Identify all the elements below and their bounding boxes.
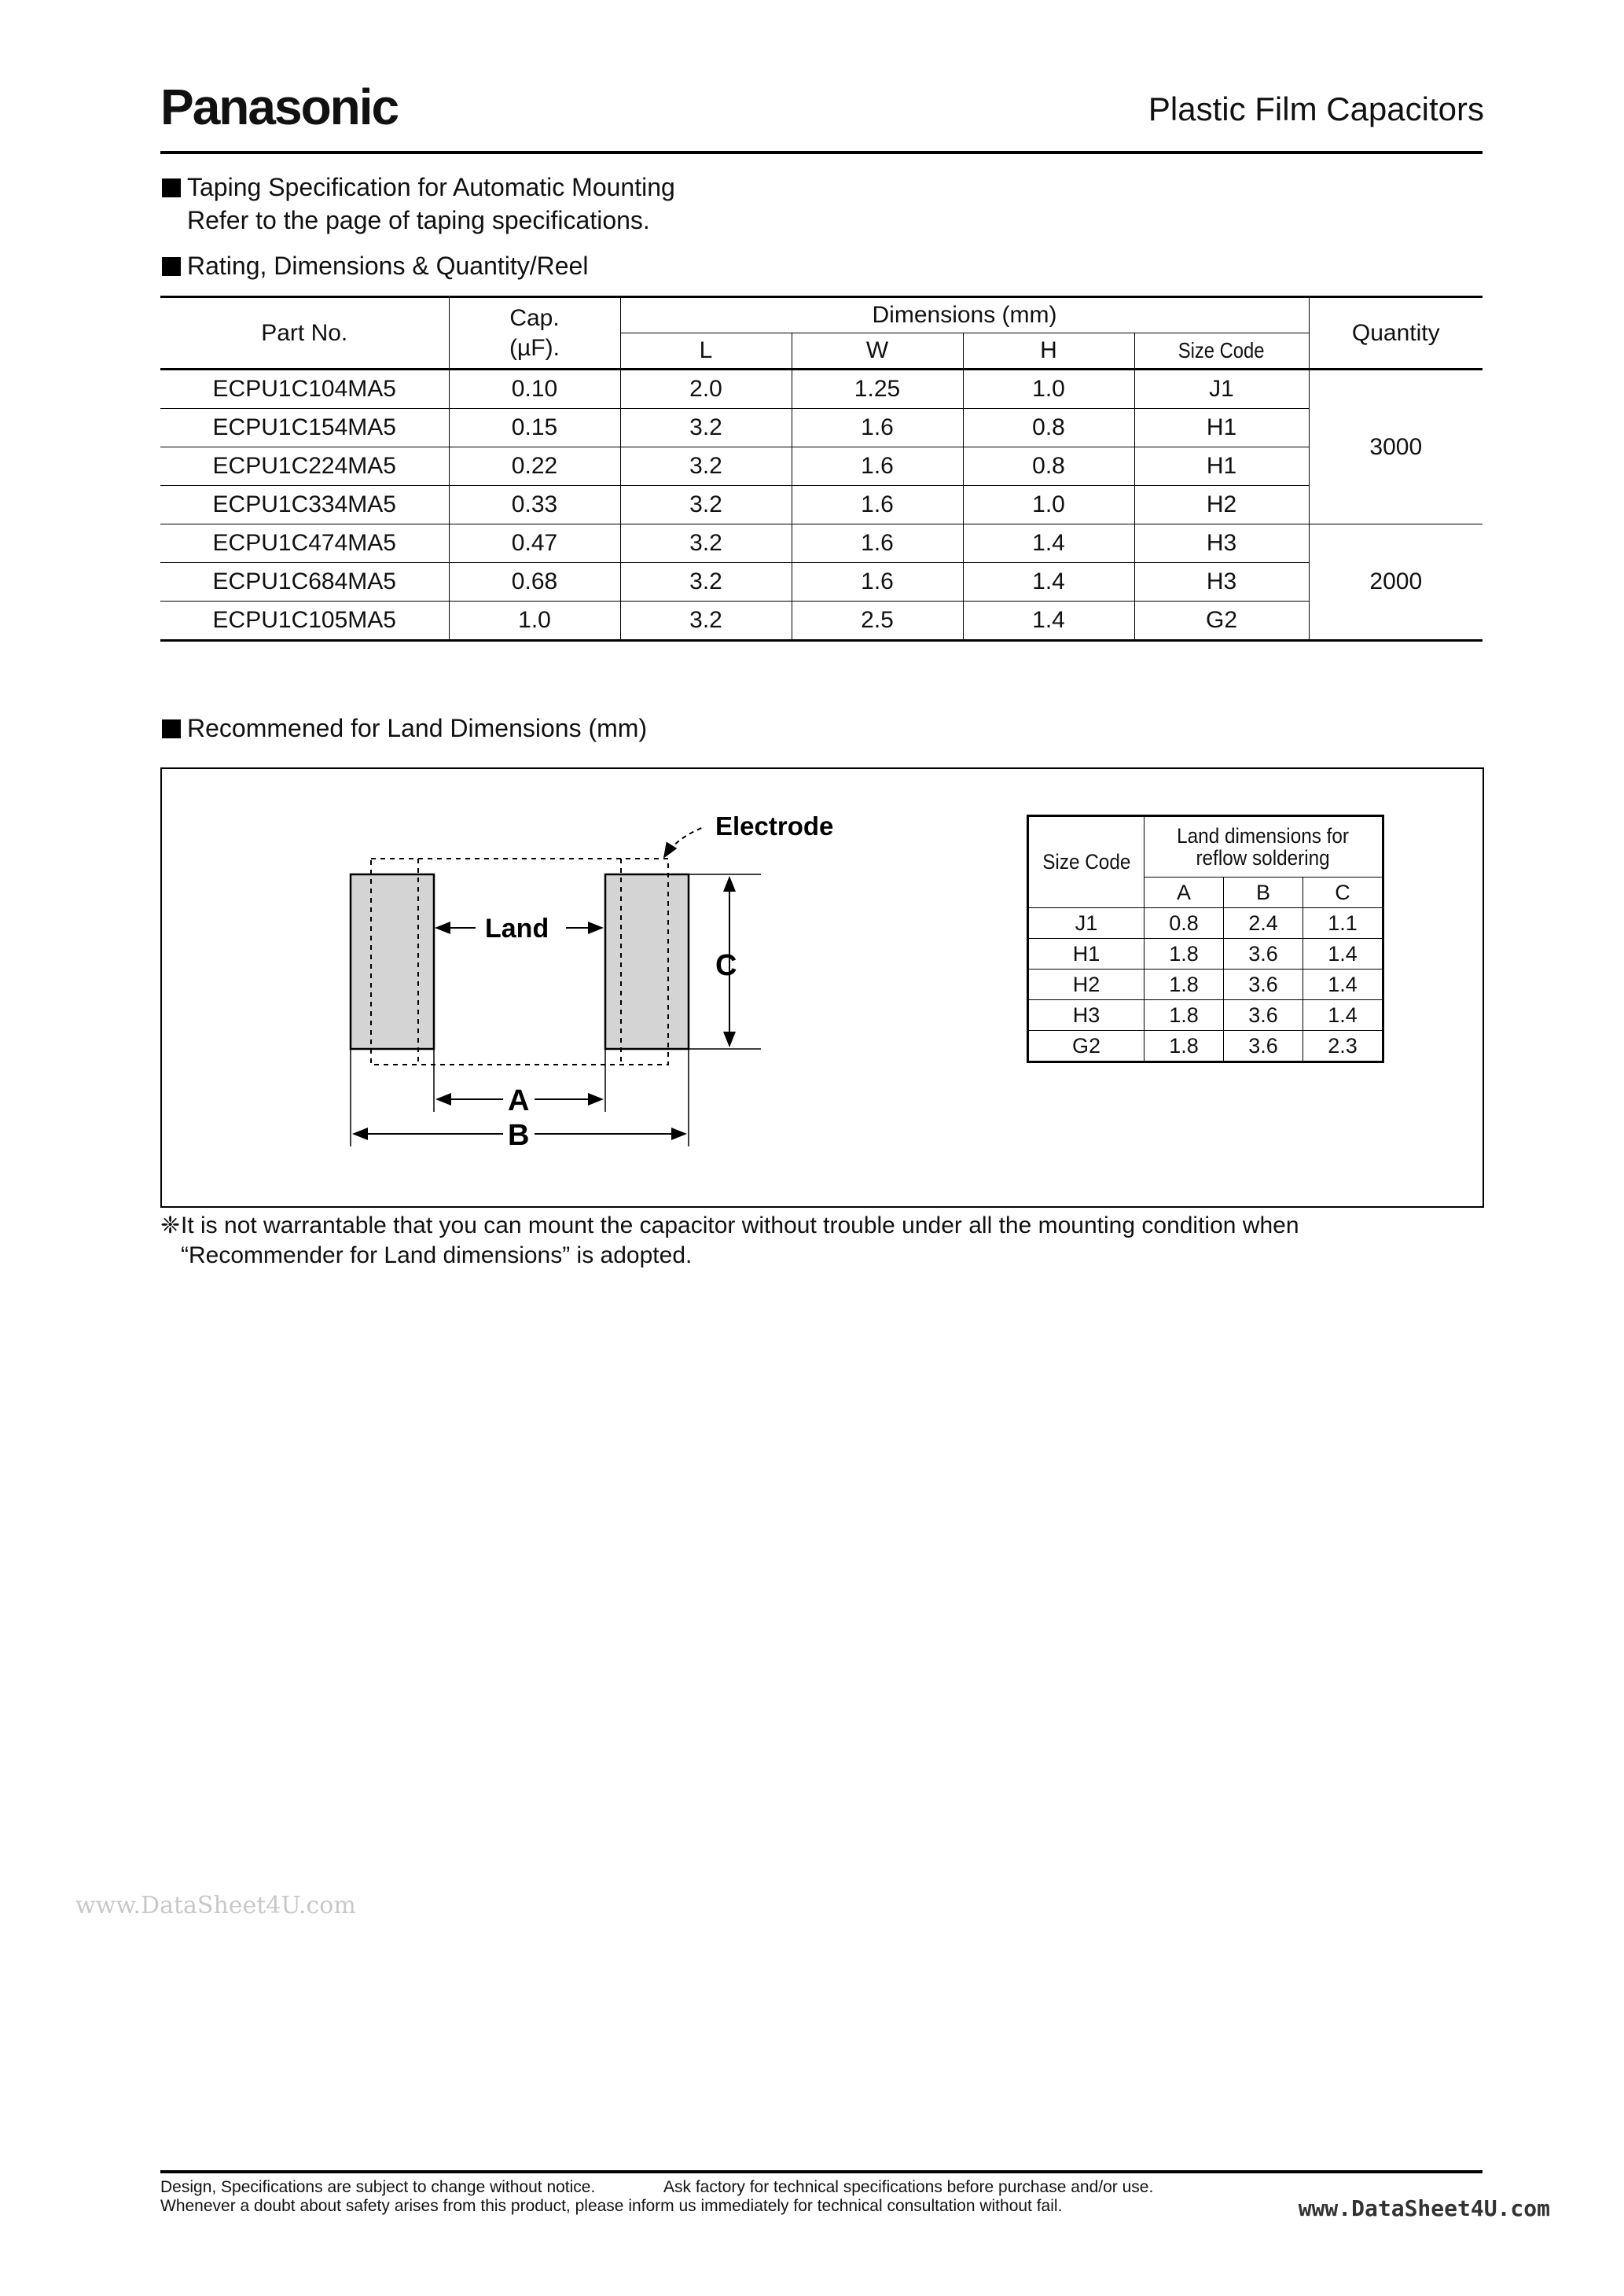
header-cap (449, 297, 620, 370)
table-row (160, 409, 1483, 447)
table-row (160, 524, 1483, 563)
cell-cap: 0.22 (449, 447, 620, 486)
header-quantity: Quantity (1309, 297, 1483, 370)
header-W: W (792, 333, 963, 370)
table-row (1028, 908, 1383, 939)
land-label: Land (485, 914, 549, 944)
land-diagram (330, 810, 834, 1172)
cell-H: 1.4 (963, 524, 1134, 563)
document-title: Plastic Film Capacitors (1148, 90, 1484, 127)
cell-quantity: 3000 (1309, 370, 1483, 524)
table-row (1028, 1000, 1383, 1031)
land-cell-code: H2 (1028, 970, 1145, 1000)
land-cell-code: G2 (1028, 1031, 1145, 1062)
cell-cap: 0.33 (449, 486, 620, 524)
land-heading (162, 716, 647, 741)
land-header-condition (1145, 816, 1383, 878)
cell-W: 1.6 (792, 486, 963, 524)
rating-table (160, 296, 1483, 642)
land-cell-B: 3.6 (1224, 939, 1303, 970)
cell-L: 3.2 (620, 409, 792, 447)
note-line-1 (160, 1211, 1497, 1241)
cell-part: ECPU1C154MA5 (160, 409, 449, 447)
land-cell-code: H1 (1028, 939, 1145, 970)
cell-cap: 0.15 (449, 409, 620, 447)
land-header-B: B (1224, 878, 1303, 908)
cell-H: 0.8 (963, 447, 1134, 486)
header-cap-unit: (µF). (509, 334, 560, 361)
land-dimensions-table (1027, 815, 1384, 1063)
note-mark-icon: ❈ (160, 1212, 181, 1238)
land-cell-C: 2.3 (1303, 1031, 1383, 1062)
land-header-condition-line1: Land dimensions for (1177, 823, 1350, 848)
cell-cap: 1.0 (449, 602, 620, 641)
land-cell-B: 3.6 (1224, 1000, 1303, 1031)
cell-L: 3.2 (620, 563, 792, 602)
cell-L: 2.0 (620, 370, 792, 409)
cell-code: H3 (1134, 524, 1309, 563)
footer-rule (160, 2170, 1483, 2173)
footer-notice (160, 2178, 1154, 2216)
brand-logo: Panasonic (160, 79, 399, 135)
cell-W: 1.6 (792, 524, 963, 563)
cell-L: 3.2 (620, 486, 792, 524)
cell-cap: 0.10 (449, 370, 620, 409)
land-cell-code: H3 (1028, 1000, 1145, 1031)
cell-part: ECPU1C334MA5 (160, 486, 449, 524)
cell-H: 1.0 (963, 370, 1134, 409)
cell-code: H1 (1134, 409, 1309, 447)
electrode-label: Electrode (715, 811, 834, 841)
land-heading-text: Recommened for Land Dimensions (mm) (187, 714, 648, 742)
land-cell-C: 1.1 (1303, 908, 1383, 939)
dimension-c-label: C (715, 949, 737, 982)
cell-code: J1 (1134, 370, 1309, 409)
taping-heading-text: Taping Specification for Automatic Mounting (187, 173, 675, 201)
cell-W: 2.5 (792, 602, 963, 641)
footer-ask: Ask factory for technical specifications before purchase and/or use. (663, 2178, 1154, 2196)
table-row (160, 447, 1483, 486)
land-pad-right (605, 874, 689, 1049)
land-cell-A: 1.8 (1145, 970, 1224, 1000)
land-cell-A: 1.8 (1145, 1000, 1224, 1031)
table-row (160, 370, 1483, 409)
header-L: L (620, 333, 792, 370)
rating-heading (162, 253, 588, 278)
bullet-square-icon (162, 257, 181, 276)
rating-heading-text: Rating, Dimensions & Quantity/Reel (187, 252, 589, 280)
mounting-note (160, 1211, 1497, 1271)
land-cell-C: 1.4 (1303, 939, 1383, 970)
land-cell-A: 0.8 (1145, 908, 1224, 939)
rating-header-row (160, 297, 1483, 333)
header-H: H (963, 333, 1134, 370)
note-line-2 (160, 1241, 1497, 1271)
cell-cap: 0.47 (449, 524, 620, 563)
land-header-size-code (1028, 816, 1145, 908)
header-dimensions: Dimensions (mm) (620, 297, 1309, 333)
bullet-square-icon (162, 178, 181, 197)
footer-site-link[interactable]: www.DataSheet4U.com (1298, 2195, 1550, 2221)
cell-W: 1.6 (792, 409, 963, 447)
cell-W: 1.25 (792, 370, 963, 409)
footer-line-1: Design, Specifications are subject to change without notice. (160, 2178, 596, 2196)
electrode-leader (664, 827, 704, 857)
taping-text: Refer to the page of taping specifications. (187, 206, 650, 234)
land-header-row (1028, 816, 1383, 878)
cell-L: 3.2 (620, 447, 792, 486)
note-line-1-text: It is not warrantable that you can mount the capacitor without trouble under all the mounting condition when (181, 1212, 1299, 1238)
cell-W: 1.6 (792, 447, 963, 486)
land-header-condition-line2: reflow soldering (1196, 846, 1331, 870)
land-cell-B: 2.4 (1224, 908, 1303, 939)
taping-heading (162, 175, 675, 200)
table-row (160, 602, 1483, 641)
watermark: www.DataSheet4U.com (75, 1892, 356, 1919)
cell-quantity: 2000 (1309, 524, 1483, 641)
table-row (160, 486, 1483, 524)
dimension-a-label: A (508, 1084, 530, 1117)
land-header-C: C (1303, 878, 1383, 908)
cell-H: 1.4 (963, 602, 1134, 641)
cell-H: 1.4 (963, 563, 1134, 602)
land-cell-C: 1.4 (1303, 970, 1383, 1000)
header-size-code-text: Size Code (1178, 338, 1265, 362)
land-cell-A: 1.8 (1145, 1031, 1224, 1062)
cell-code: H3 (1134, 563, 1309, 602)
land-header-size-code-text: Size Code (1042, 850, 1131, 874)
note-line-2-text: “Recommender for Land dimensions” is adopted. (181, 1242, 693, 1268)
land-cell-B: 3.6 (1224, 970, 1303, 1000)
bullet-square-icon (162, 719, 181, 738)
cell-part: ECPU1C104MA5 (160, 370, 449, 409)
cell-part: ECPU1C105MA5 (160, 602, 449, 641)
cell-part: ECPU1C684MA5 (160, 563, 449, 602)
land-cell-C: 1.4 (1303, 1000, 1383, 1031)
cell-W: 1.6 (792, 563, 963, 602)
cell-L: 3.2 (620, 602, 792, 641)
header-size-code (1134, 333, 1309, 370)
table-row (1028, 1031, 1383, 1062)
header-rule (160, 151, 1483, 154)
land-pad-left (351, 874, 434, 1049)
footer-line-2: Whenever a doubt about safety arises from this product, please inform us immediately for technical consultation without fail. (160, 2197, 1063, 2215)
dimension-b-label: B (508, 1119, 530, 1152)
table-row (1028, 939, 1383, 970)
cell-part: ECPU1C474MA5 (160, 524, 449, 563)
land-cell-B: 3.6 (1224, 1031, 1303, 1062)
table-row (160, 563, 1483, 602)
cell-code: H1 (1134, 447, 1309, 486)
land-cell-A: 1.8 (1145, 939, 1224, 970)
cell-H: 1.0 (963, 486, 1134, 524)
cell-L: 3.2 (620, 524, 792, 563)
land-header-A: A (1145, 878, 1224, 908)
cell-part: ECPU1C224MA5 (160, 447, 449, 486)
table-row (1028, 970, 1383, 1000)
cell-code: G2 (1134, 602, 1309, 641)
cell-H: 0.8 (963, 409, 1134, 447)
header-part-no: Part No. (160, 297, 449, 370)
land-cell-code: J1 (1028, 908, 1145, 939)
header-cap-label: Cap. (509, 304, 560, 331)
cell-cap: 0.68 (449, 563, 620, 602)
cell-code: H2 (1134, 486, 1309, 524)
